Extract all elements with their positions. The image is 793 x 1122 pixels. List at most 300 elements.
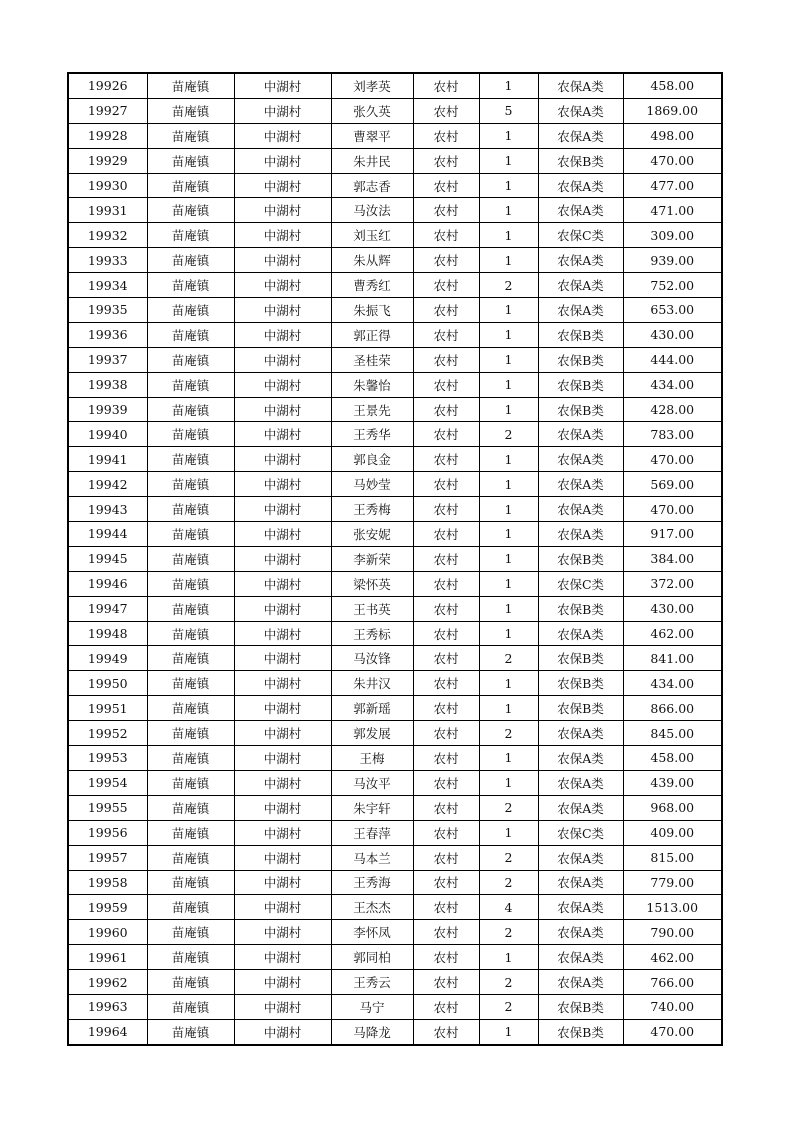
record-id-cell: 19956 (68, 820, 147, 845)
member-count-cell: 1 (479, 298, 538, 323)
amount-cell: 384.00 (623, 546, 722, 571)
village-cell: 中湖村 (234, 447, 331, 472)
town-cell: 苗庵镇 (147, 347, 234, 372)
member-count-cell: 2 (479, 422, 538, 447)
household-type-cell: 农村 (413, 970, 479, 995)
village-cell: 中湖村 (234, 994, 331, 1019)
household-type-cell: 农村 (413, 522, 479, 547)
town-cell: 苗庵镇 (147, 571, 234, 596)
person-name-cell: 张安妮 (331, 522, 413, 547)
village-cell: 中湖村 (234, 920, 331, 945)
member-count-cell: 1 (479, 522, 538, 547)
person-name-cell: 马降龙 (331, 1019, 413, 1044)
village-cell: 中湖村 (234, 248, 331, 273)
record-id-cell: 19957 (68, 845, 147, 870)
village-cell: 中湖村 (234, 870, 331, 895)
town-cell: 苗庵镇 (147, 770, 234, 795)
person-name-cell: 马本兰 (331, 845, 413, 870)
town-cell: 苗庵镇 (147, 671, 234, 696)
insurance-category-cell: 农保A类 (538, 497, 623, 522)
household-type-cell: 农村 (413, 148, 479, 173)
member-count-cell: 1 (479, 447, 538, 472)
household-type-cell: 农村 (413, 571, 479, 596)
amount-cell: 462.00 (623, 621, 722, 646)
member-count-cell: 1 (479, 472, 538, 497)
village-cell: 中湖村 (234, 596, 331, 621)
town-cell: 苗庵镇 (147, 920, 234, 945)
village-cell: 中湖村 (234, 322, 331, 347)
amount-cell: 430.00 (623, 322, 722, 347)
village-cell: 中湖村 (234, 372, 331, 397)
record-id-cell: 19953 (68, 746, 147, 771)
household-type-cell: 农村 (413, 497, 479, 522)
amount-cell: 372.00 (623, 571, 722, 596)
household-type-cell: 农村 (413, 646, 479, 671)
person-name-cell: 马宁 (331, 994, 413, 1019)
insurance-category-cell: 农保A类 (538, 98, 623, 123)
amount-cell: 434.00 (623, 671, 722, 696)
table-row (68, 198, 722, 223)
insurance-category-cell: 农保A类 (538, 173, 623, 198)
person-name-cell: 朱振飞 (331, 298, 413, 323)
table-row (68, 571, 722, 596)
household-type-cell: 农村 (413, 920, 479, 945)
village-cell: 中湖村 (234, 546, 331, 571)
household-type-cell: 农村 (413, 347, 479, 372)
amount-cell: 428.00 (623, 397, 722, 422)
person-name-cell: 郭发展 (331, 721, 413, 746)
table-row (68, 721, 722, 746)
insurance-category-cell: 农保A类 (538, 198, 623, 223)
insurance-category-cell: 农保A类 (538, 770, 623, 795)
member-count-cell: 1 (479, 322, 538, 347)
record-id-cell: 19929 (68, 148, 147, 173)
household-type-cell: 农村 (413, 273, 479, 298)
member-count-cell: 2 (479, 994, 538, 1019)
household-type-cell: 农村 (413, 721, 479, 746)
person-name-cell: 王景先 (331, 397, 413, 422)
table-row (68, 770, 722, 795)
record-id-cell: 19955 (68, 795, 147, 820)
town-cell: 苗庵镇 (147, 98, 234, 123)
town-cell: 苗庵镇 (147, 447, 234, 472)
amount-cell: 752.00 (623, 273, 722, 298)
village-cell: 中湖村 (234, 98, 331, 123)
member-count-cell: 2 (479, 845, 538, 870)
person-name-cell: 梁怀英 (331, 571, 413, 596)
amount-cell: 1869.00 (623, 98, 722, 123)
insurance-category-cell: 农保B类 (538, 1019, 623, 1044)
town-cell: 苗庵镇 (147, 970, 234, 995)
amount-cell: 783.00 (623, 422, 722, 447)
person-name-cell: 王梅 (331, 746, 413, 771)
town-cell: 苗庵镇 (147, 945, 234, 970)
household-type-cell: 农村 (413, 173, 479, 198)
insurance-category-cell: 农保B类 (538, 322, 623, 347)
person-name-cell: 郭新瑶 (331, 696, 413, 721)
record-id-cell: 19950 (68, 671, 147, 696)
member-count-cell: 1 (479, 148, 538, 173)
town-cell: 苗庵镇 (147, 298, 234, 323)
insurance-category-cell: 农保A类 (538, 795, 623, 820)
table-row (68, 621, 722, 646)
village-cell: 中湖村 (234, 795, 331, 820)
record-id-cell: 19935 (68, 298, 147, 323)
member-count-cell: 1 (479, 123, 538, 148)
household-type-cell: 农村 (413, 1019, 479, 1044)
town-cell: 苗庵镇 (147, 746, 234, 771)
member-count-cell: 1 (479, 198, 538, 223)
village-cell: 中湖村 (234, 970, 331, 995)
household-type-cell: 农村 (413, 746, 479, 771)
amount-cell: 1513.00 (623, 895, 722, 920)
amount-cell: 458.00 (623, 746, 722, 771)
record-id-cell: 19959 (68, 895, 147, 920)
village-cell: 中湖村 (234, 945, 331, 970)
record-id-cell: 19930 (68, 173, 147, 198)
village-cell: 中湖村 (234, 671, 331, 696)
village-cell: 中湖村 (234, 646, 331, 671)
household-type-cell: 农村 (413, 248, 479, 273)
town-cell: 苗庵镇 (147, 1019, 234, 1044)
amount-cell: 968.00 (623, 795, 722, 820)
village-cell: 中湖村 (234, 770, 331, 795)
record-id-cell: 19937 (68, 347, 147, 372)
insurance-category-cell: 农保B类 (538, 994, 623, 1019)
insurance-category-cell: 农保B类 (538, 596, 623, 621)
insurance-category-cell: 农保B类 (538, 546, 623, 571)
record-id-cell: 19944 (68, 522, 147, 547)
amount-cell: 458.00 (623, 73, 722, 98)
record-id-cell: 19938 (68, 372, 147, 397)
household-type-cell: 农村 (413, 198, 479, 223)
household-type-cell: 农村 (413, 945, 479, 970)
table-row (68, 546, 722, 571)
amount-cell: 917.00 (623, 522, 722, 547)
member-count-cell: 1 (479, 596, 538, 621)
household-type-cell: 农村 (413, 546, 479, 571)
amount-cell: 434.00 (623, 372, 722, 397)
amount-cell: 653.00 (623, 298, 722, 323)
town-cell: 苗庵镇 (147, 248, 234, 273)
person-name-cell: 郭志香 (331, 173, 413, 198)
household-type-cell: 农村 (413, 770, 479, 795)
insurance-category-cell: 农保A类 (538, 920, 623, 945)
table-row (68, 522, 722, 547)
insurance-category-cell: 农保C类 (538, 820, 623, 845)
village-cell: 中湖村 (234, 273, 331, 298)
insurance-category-cell: 农保B类 (538, 148, 623, 173)
village-cell: 中湖村 (234, 198, 331, 223)
amount-cell: 815.00 (623, 845, 722, 870)
table-row (68, 472, 722, 497)
member-count-cell: 1 (479, 671, 538, 696)
amount-cell: 444.00 (623, 347, 722, 372)
insurance-category-cell: 农保B类 (538, 397, 623, 422)
village-cell: 中湖村 (234, 571, 331, 596)
amount-cell: 470.00 (623, 148, 722, 173)
record-id-cell: 19943 (68, 497, 147, 522)
village-cell: 中湖村 (234, 173, 331, 198)
town-cell: 苗庵镇 (147, 422, 234, 447)
table-row (68, 497, 722, 522)
insurance-category-cell: 农保A类 (538, 298, 623, 323)
amount-cell: 470.00 (623, 497, 722, 522)
town-cell: 苗庵镇 (147, 397, 234, 422)
town-cell: 苗庵镇 (147, 497, 234, 522)
member-count-cell: 1 (479, 820, 538, 845)
village-cell: 中湖村 (234, 472, 331, 497)
household-type-cell: 农村 (413, 621, 479, 646)
member-count-cell: 2 (479, 273, 538, 298)
table-row (68, 397, 722, 422)
town-cell: 苗庵镇 (147, 372, 234, 397)
town-cell: 苗庵镇 (147, 596, 234, 621)
table-row (68, 895, 722, 920)
amount-cell: 569.00 (623, 472, 722, 497)
person-name-cell: 朱井民 (331, 148, 413, 173)
insurance-category-cell: 农保A类 (538, 422, 623, 447)
household-type-cell: 农村 (413, 223, 479, 248)
record-id-cell: 19963 (68, 994, 147, 1019)
person-name-cell: 李怀凤 (331, 920, 413, 945)
record-id-cell: 19954 (68, 770, 147, 795)
record-id-cell: 19952 (68, 721, 147, 746)
village-cell: 中湖村 (234, 298, 331, 323)
table-row (68, 970, 722, 995)
amount-cell: 766.00 (623, 970, 722, 995)
town-cell: 苗庵镇 (147, 223, 234, 248)
village-cell: 中湖村 (234, 721, 331, 746)
person-name-cell: 王秀华 (331, 422, 413, 447)
household-type-cell: 农村 (413, 596, 479, 621)
amount-cell: 309.00 (623, 223, 722, 248)
member-count-cell: 1 (479, 248, 538, 273)
insurance-category-cell: 农保A类 (538, 746, 623, 771)
table-row (68, 746, 722, 771)
insurance-category-cell: 农保B类 (538, 696, 623, 721)
member-count-cell: 2 (479, 970, 538, 995)
town-cell: 苗庵镇 (147, 148, 234, 173)
member-count-cell: 2 (479, 920, 538, 945)
table-row (68, 347, 722, 372)
person-name-cell: 朱从辉 (331, 248, 413, 273)
household-type-cell: 农村 (413, 73, 479, 98)
person-name-cell: 王书英 (331, 596, 413, 621)
town-cell: 苗庵镇 (147, 895, 234, 920)
person-name-cell: 李新荣 (331, 546, 413, 571)
household-type-cell: 农村 (413, 98, 479, 123)
insurance-category-cell: 农保C类 (538, 571, 623, 596)
village-cell: 中湖村 (234, 895, 331, 920)
town-cell: 苗庵镇 (147, 845, 234, 870)
member-count-cell: 1 (479, 770, 538, 795)
table-row (68, 447, 722, 472)
amount-cell: 779.00 (623, 870, 722, 895)
record-id-cell: 19958 (68, 870, 147, 895)
table-row (68, 173, 722, 198)
town-cell: 苗庵镇 (147, 546, 234, 571)
insurance-category-cell: 农保A类 (538, 870, 623, 895)
record-id-cell: 19927 (68, 98, 147, 123)
record-id-cell: 19947 (68, 596, 147, 621)
record-id-cell: 19941 (68, 447, 147, 472)
household-type-cell: 农村 (413, 870, 479, 895)
insurance-category-cell: 农保B类 (538, 671, 623, 696)
member-count-cell: 2 (479, 795, 538, 820)
person-name-cell: 曹翠平 (331, 123, 413, 148)
amount-cell: 470.00 (623, 1019, 722, 1044)
amount-cell: 477.00 (623, 173, 722, 198)
record-id-cell: 19933 (68, 248, 147, 273)
table-row (68, 646, 722, 671)
record-id-cell: 19946 (68, 571, 147, 596)
household-type-cell: 农村 (413, 671, 479, 696)
record-id-cell: 19961 (68, 945, 147, 970)
table-row (68, 870, 722, 895)
town-cell: 苗庵镇 (147, 646, 234, 671)
town-cell: 苗庵镇 (147, 123, 234, 148)
person-name-cell: 王秀标 (331, 621, 413, 646)
insurance-category-cell: 农保A类 (538, 447, 623, 472)
household-type-cell: 农村 (413, 895, 479, 920)
person-name-cell: 郭正得 (331, 322, 413, 347)
village-cell: 中湖村 (234, 397, 331, 422)
village-cell: 中湖村 (234, 223, 331, 248)
village-cell: 中湖村 (234, 746, 331, 771)
village-cell: 中湖村 (234, 497, 331, 522)
member-count-cell: 1 (479, 696, 538, 721)
person-name-cell: 马汝法 (331, 198, 413, 223)
insurance-category-cell: 农保C类 (538, 223, 623, 248)
household-type-cell: 农村 (413, 298, 479, 323)
household-type-cell: 农村 (413, 696, 479, 721)
person-name-cell: 王秀梅 (331, 497, 413, 522)
town-cell: 苗庵镇 (147, 795, 234, 820)
record-id-cell: 19939 (68, 397, 147, 422)
person-name-cell: 马汝锋 (331, 646, 413, 671)
person-name-cell: 刘玉红 (331, 223, 413, 248)
village-cell: 中湖村 (234, 696, 331, 721)
table-row (68, 298, 722, 323)
amount-cell: 471.00 (623, 198, 722, 223)
table-row (68, 148, 722, 173)
person-name-cell: 刘孝英 (331, 73, 413, 98)
village-cell: 中湖村 (234, 347, 331, 372)
amount-cell: 740.00 (623, 994, 722, 1019)
table-row (68, 223, 722, 248)
record-id-cell: 19942 (68, 472, 147, 497)
record-id-cell: 19960 (68, 920, 147, 945)
person-name-cell: 张久英 (331, 98, 413, 123)
member-count-cell: 2 (479, 721, 538, 746)
household-type-cell: 农村 (413, 472, 479, 497)
town-cell: 苗庵镇 (147, 73, 234, 98)
insurance-category-cell: 农保A类 (538, 721, 623, 746)
table-row (68, 671, 722, 696)
table-row (68, 248, 722, 273)
member-count-cell: 1 (479, 571, 538, 596)
table-row (68, 820, 722, 845)
insurance-category-cell: 农保B类 (538, 646, 623, 671)
town-cell: 苗庵镇 (147, 273, 234, 298)
member-count-cell: 1 (479, 372, 538, 397)
member-count-cell: 1 (479, 397, 538, 422)
insurance-category-cell: 农保B类 (538, 372, 623, 397)
table-row (68, 994, 722, 1019)
household-type-cell: 农村 (413, 820, 479, 845)
town-cell: 苗庵镇 (147, 322, 234, 347)
village-cell: 中湖村 (234, 123, 331, 148)
record-id-cell: 19951 (68, 696, 147, 721)
household-type-cell: 农村 (413, 322, 479, 347)
table-row (68, 1019, 722, 1044)
record-id-cell: 19962 (68, 970, 147, 995)
town-cell: 苗庵镇 (147, 994, 234, 1019)
person-name-cell: 王秀云 (331, 970, 413, 995)
member-count-cell: 1 (479, 945, 538, 970)
table-row (68, 372, 722, 397)
amount-cell: 790.00 (623, 920, 722, 945)
amount-cell: 498.00 (623, 123, 722, 148)
amount-cell: 866.00 (623, 696, 722, 721)
member-count-cell: 1 (479, 621, 538, 646)
town-cell: 苗庵镇 (147, 696, 234, 721)
record-id-cell: 19948 (68, 621, 147, 646)
town-cell: 苗庵镇 (147, 721, 234, 746)
table-row (68, 920, 722, 945)
amount-cell: 462.00 (623, 945, 722, 970)
person-name-cell: 王秀海 (331, 870, 413, 895)
village-cell: 中湖村 (234, 73, 331, 98)
member-count-cell: 4 (479, 895, 538, 920)
amount-cell: 439.00 (623, 770, 722, 795)
insurance-category-cell: 农保A类 (538, 945, 623, 970)
table-row (68, 945, 722, 970)
member-count-cell: 2 (479, 870, 538, 895)
member-count-cell: 1 (479, 347, 538, 372)
amount-cell: 939.00 (623, 248, 722, 273)
member-count-cell: 1 (479, 1019, 538, 1044)
member-count-cell: 1 (479, 223, 538, 248)
table-row (68, 98, 722, 123)
table-row (68, 845, 722, 870)
person-name-cell: 王春萍 (331, 820, 413, 845)
town-cell: 苗庵镇 (147, 820, 234, 845)
amount-cell: 845.00 (623, 721, 722, 746)
village-cell: 中湖村 (234, 621, 331, 646)
insurance-category-cell: 农保A类 (538, 472, 623, 497)
person-name-cell: 朱井汉 (331, 671, 413, 696)
insurance-category-cell: 农保A类 (538, 522, 623, 547)
record-id-cell: 19932 (68, 223, 147, 248)
village-cell: 中湖村 (234, 820, 331, 845)
person-name-cell: 圣桂荣 (331, 347, 413, 372)
member-count-cell: 1 (479, 73, 538, 98)
town-cell: 苗庵镇 (147, 472, 234, 497)
amount-cell: 430.00 (623, 596, 722, 621)
household-type-cell: 农村 (413, 372, 479, 397)
person-name-cell: 曹秀红 (331, 273, 413, 298)
record-id-cell: 19931 (68, 198, 147, 223)
household-type-cell: 农村 (413, 845, 479, 870)
town-cell: 苗庵镇 (147, 198, 234, 223)
table-body (68, 73, 722, 1045)
table-row (68, 73, 722, 98)
person-name-cell: 马汝平 (331, 770, 413, 795)
table-row (68, 795, 722, 820)
insurance-category-cell: 农保A类 (538, 248, 623, 273)
